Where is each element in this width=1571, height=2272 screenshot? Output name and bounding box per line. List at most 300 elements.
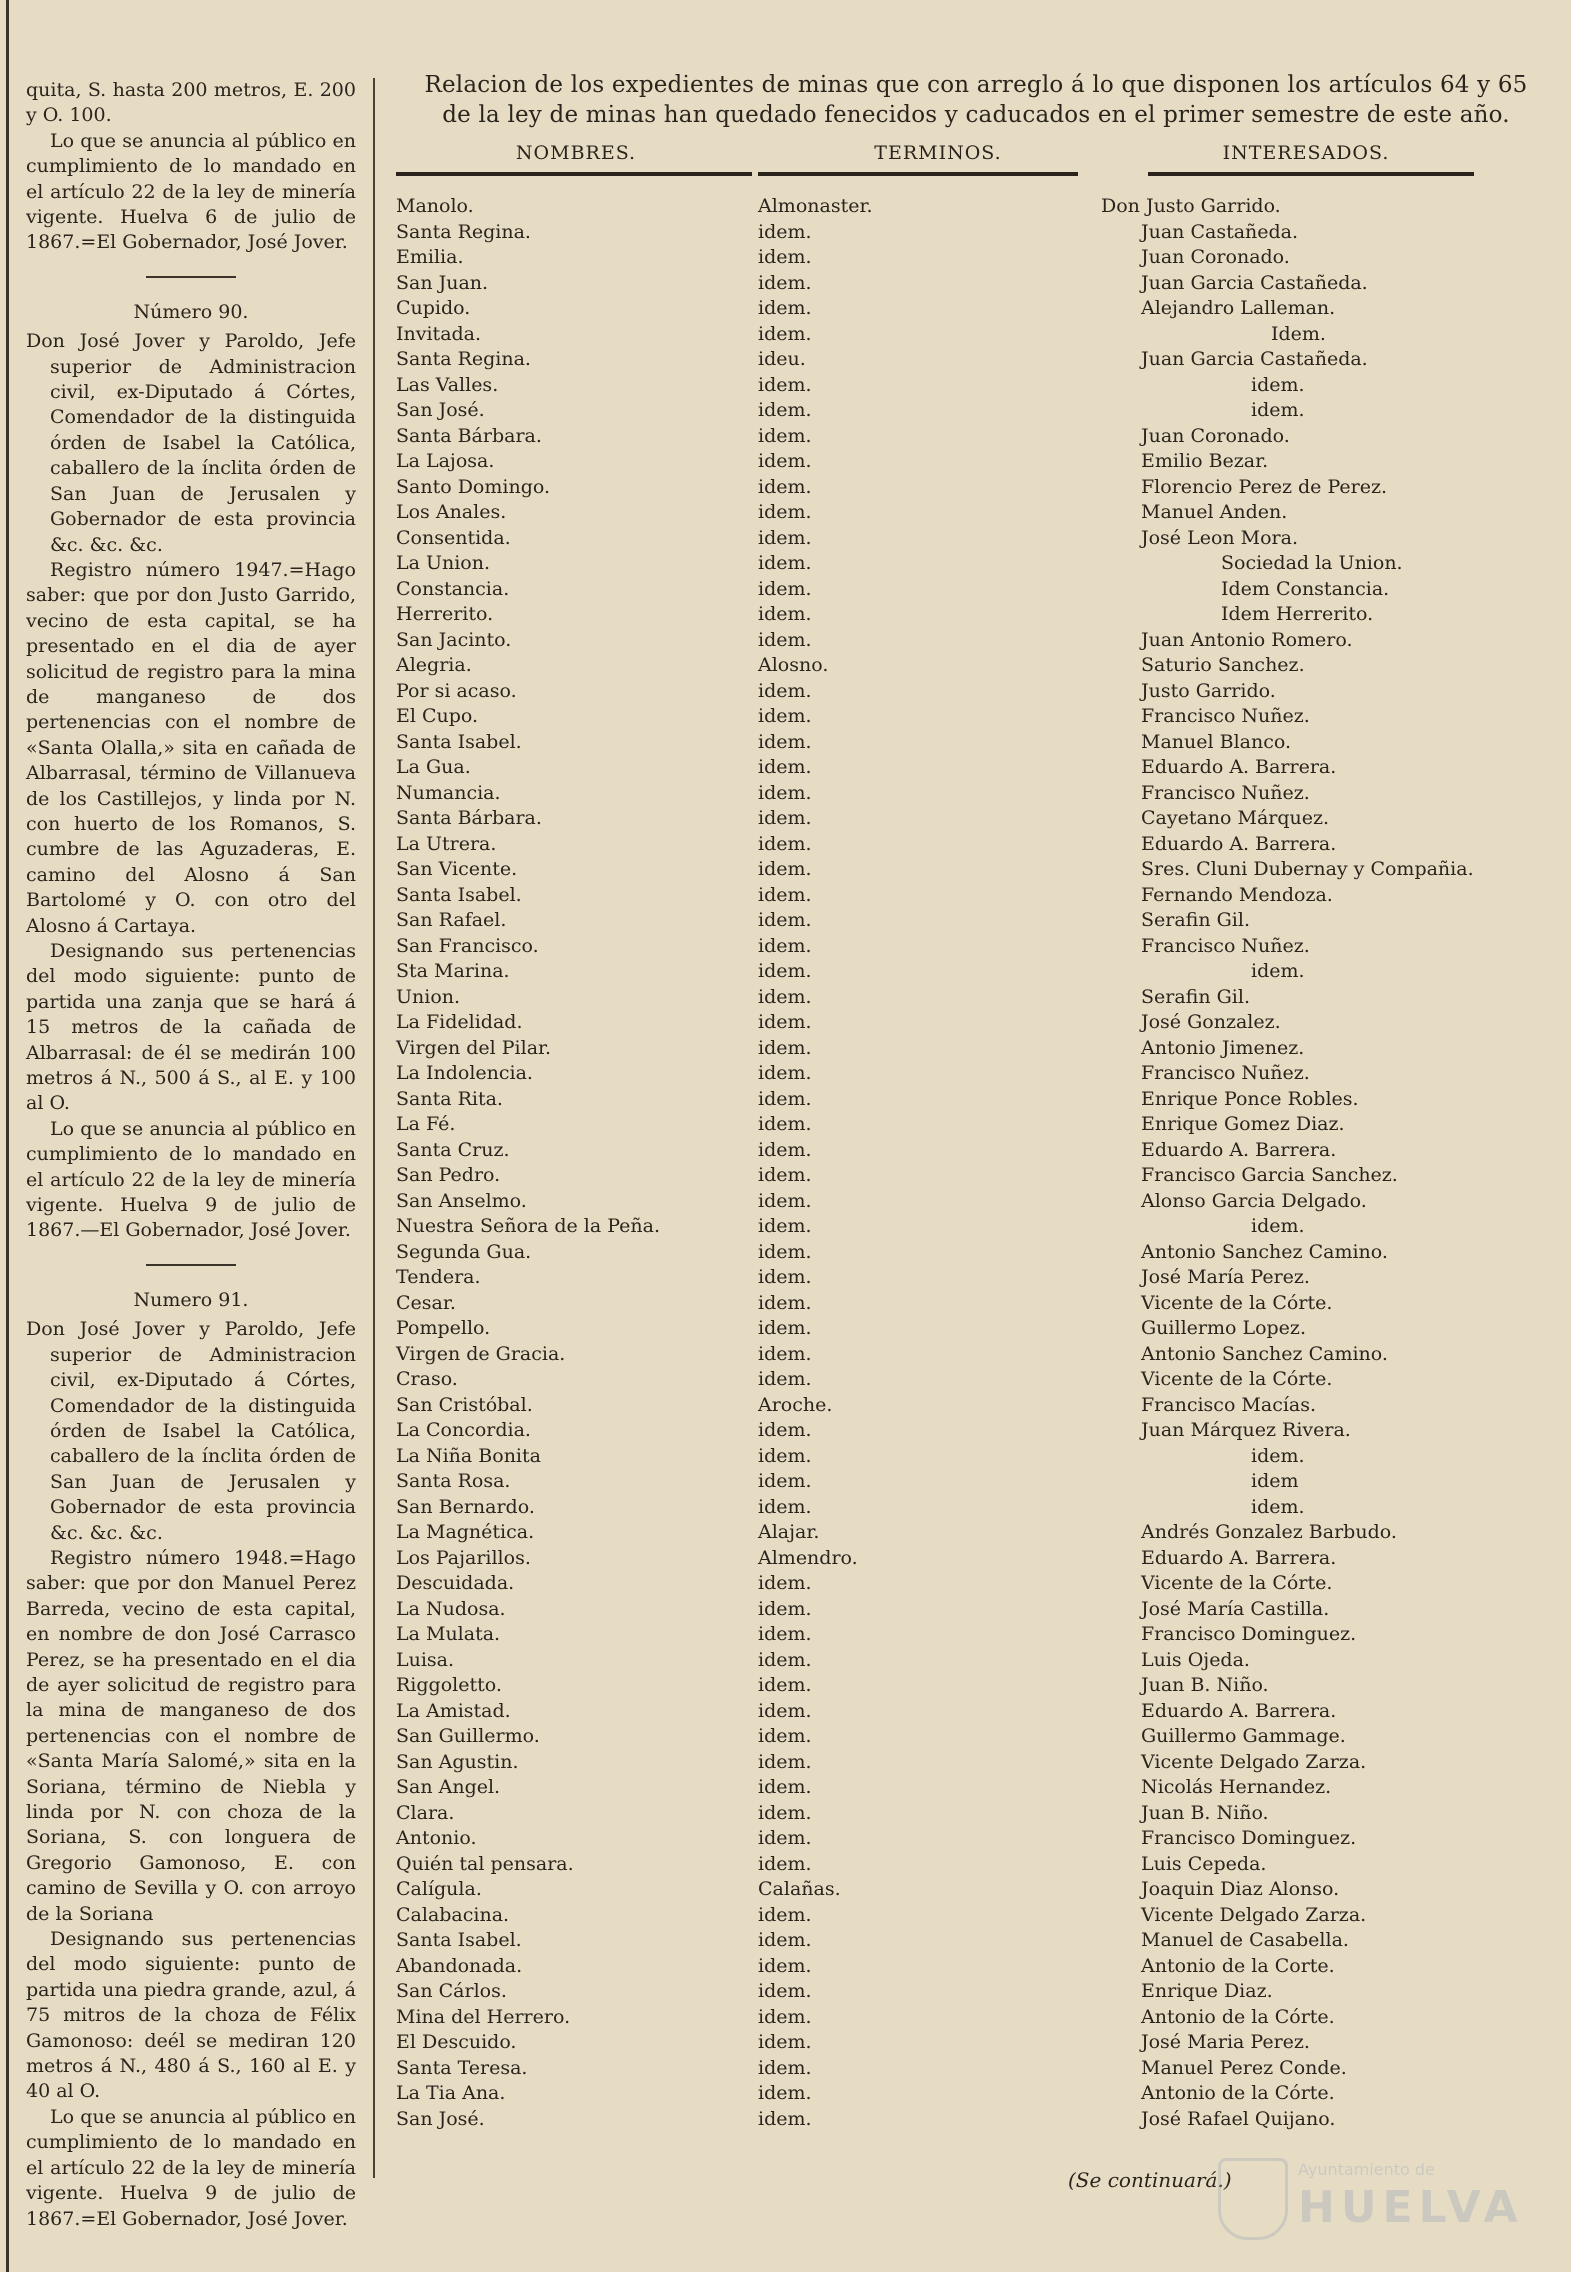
table-row xyxy=(396,1010,1556,1036)
mine-name: La Concordia. xyxy=(396,1419,531,1441)
mine-term: idem. xyxy=(758,781,812,804)
mine-term: idem. xyxy=(758,1164,812,1186)
mine-term: idem. xyxy=(758,2107,812,2130)
mine-name: Constancia. xyxy=(396,577,510,600)
mine-interested: Fernando Mendoza. xyxy=(1141,883,1333,906)
mine-interested: Manuel Blanco. xyxy=(1141,730,1292,753)
table-row xyxy=(396,1087,1556,1113)
mine-name: Tendera. xyxy=(396,1266,481,1288)
table-row xyxy=(396,704,1556,730)
mine-interested: Francisco Nuñez. xyxy=(1141,934,1310,957)
mine-term: idem. xyxy=(758,450,812,472)
mine-term: idem. xyxy=(758,679,812,702)
table-row xyxy=(396,1724,1556,1750)
mine-term: idem. xyxy=(758,858,812,880)
left-column xyxy=(26,78,356,2232)
mine-name: San Rafael. xyxy=(396,909,507,931)
mine-term: Almonaster. xyxy=(758,195,873,217)
mine-term: idem. xyxy=(758,1572,812,1594)
announcement-2: Lo que se anuncia al público en cumplimiento de lo mandado en el artículo 22 de la ley de minería vigente. Huelva 9 de julio de 1867.—El Gobernador, José Jover. xyxy=(26,1117,356,1242)
mine-term: idem. xyxy=(758,730,812,753)
mine-term: idem. xyxy=(758,1954,812,1977)
mine-interested: Francisco Garcia Sanchez. xyxy=(1141,1164,1398,1186)
mine-interested: idem. xyxy=(1251,1495,1305,1518)
mine-name: San Cárlos. xyxy=(396,1980,507,2002)
mine-interested: Serafin Gil. xyxy=(1141,909,1250,931)
mine-name: Union. xyxy=(396,985,461,1008)
mine-term: idem. xyxy=(758,1827,812,1849)
table-row xyxy=(396,602,1556,628)
mine-name: Santa Bárbara. xyxy=(396,807,542,829)
table-row xyxy=(396,1189,1556,1215)
mine-interested: Manuel Anden. xyxy=(1141,501,1288,523)
mine-interested: Luis Ojeda. xyxy=(1141,1648,1250,1671)
mine-term: idem. xyxy=(758,1597,812,1620)
mine-term: idem. xyxy=(758,577,812,600)
mine-term: idem. xyxy=(758,1342,812,1365)
table-row xyxy=(396,1112,1556,1138)
table-row xyxy=(396,1342,1556,1368)
mine-term: idem. xyxy=(758,424,812,447)
table-row xyxy=(396,2030,1556,2056)
mine-term: idem. xyxy=(758,1699,812,1722)
table-row xyxy=(396,1979,1556,2005)
mine-interested: Cayetano Márquez. xyxy=(1141,807,1330,829)
mine-term: idem. xyxy=(758,1368,812,1390)
table-row xyxy=(396,475,1556,501)
designando-2: Designando sus pertenencias del modo siguiente: punto de partida una piedra grande, azul, á 75 mitros de la choza de Félix Gamonoso: deél se mediran 120 metros á N., 480 á S., 160 al E. y 40 al O. xyxy=(26,1928,356,2103)
mine-term: idem. xyxy=(758,399,812,421)
mine-term: idem. xyxy=(758,1648,812,1671)
mine-interested: José Maria Perez. xyxy=(1141,2031,1310,2053)
mine-term: idem. xyxy=(758,603,812,625)
table-row xyxy=(396,1291,1556,1317)
table-row xyxy=(396,1444,1556,1470)
mine-name: Segunda Gua. xyxy=(396,1240,532,1263)
table-row xyxy=(396,424,1556,450)
mine-term: idem. xyxy=(758,883,812,906)
mine-term: idem. xyxy=(758,1113,812,1135)
mine-name: Las Valles. xyxy=(396,373,499,396)
mine-name: Pompello. xyxy=(396,1317,491,1339)
table-row xyxy=(396,1801,1556,1827)
table-row xyxy=(396,1418,1556,1444)
mine-interested: Idem. xyxy=(1271,322,1326,345)
mine-term: Calañas. xyxy=(758,1878,841,1900)
table-row xyxy=(396,577,1556,603)
mine-interested: Justo Garrido. xyxy=(1141,679,1276,702)
table-row xyxy=(396,1826,1556,1852)
table-row xyxy=(396,1852,1556,1878)
mine-interested: Juan Castañeda. xyxy=(1141,220,1299,243)
watermark-small-text: Ayuntamiento de xyxy=(1298,2160,1435,2179)
mine-name: La Lajosa. xyxy=(396,450,495,472)
mine-term: idem. xyxy=(758,220,812,243)
table-row xyxy=(396,1699,1556,1725)
header-terminos: TERMINOS. xyxy=(874,142,1002,164)
mine-name: San Cristóbal. xyxy=(396,1393,533,1416)
mine-interested: idem. xyxy=(1251,1444,1305,1467)
mine-term: idem. xyxy=(758,985,812,1008)
table-row xyxy=(396,628,1556,654)
separator xyxy=(146,276,236,278)
table-row xyxy=(396,1036,1556,1062)
mine-name: Mina del Herrero. xyxy=(396,2005,571,2028)
mine-name: Santa Isabel. xyxy=(396,883,522,906)
table-row xyxy=(396,449,1556,475)
table-row xyxy=(396,245,1556,271)
page-edge-rule xyxy=(6,0,9,2272)
mine-interested: Idem Herrerito. xyxy=(1221,603,1374,625)
mine-name: La Tia Ana. xyxy=(396,2082,506,2104)
mine-interested: Vicente de la Córte. xyxy=(1141,1368,1333,1390)
mine-name: Santa Regina. xyxy=(396,220,531,243)
mine-term: idem. xyxy=(758,1929,812,1951)
table-row xyxy=(396,1648,1556,1674)
mine-term: idem. xyxy=(758,373,812,396)
table-row xyxy=(396,934,1556,960)
mine-interested: Francisco Nuñez. xyxy=(1141,705,1310,727)
mine-name: Calabacina. xyxy=(396,1903,510,1926)
mine-interested: Juan Coronado. xyxy=(1141,424,1290,447)
mine-name: La Gua. xyxy=(396,756,471,778)
mine-name: San Bernardo. xyxy=(396,1495,535,1518)
mine-interested: Antonio Sanchez Camino. xyxy=(1141,1240,1388,1263)
mine-term: idem. xyxy=(758,1138,812,1161)
mine-term: idem. xyxy=(758,628,812,651)
mine-name: Nuestra Señora de la Peña. xyxy=(396,1215,660,1237)
mine-interested: Saturio Sanchez. xyxy=(1141,654,1305,676)
table-row xyxy=(396,959,1556,985)
mine-name: San Pedro. xyxy=(396,1164,501,1186)
mine-interested: Vicente Delgado Zarza. xyxy=(1141,1903,1367,1926)
mine-name: San José. xyxy=(396,2107,485,2130)
table-row xyxy=(396,1469,1556,1495)
mine-name: Santa Rosa. xyxy=(396,1470,511,1492)
mine-name: San Jacinto. xyxy=(396,628,512,651)
mine-term: idem. xyxy=(758,1750,812,1773)
mine-interested: Florencio Perez de Perez. xyxy=(1141,475,1388,498)
mine-interested: Enrique Ponce Robles. xyxy=(1141,1087,1359,1110)
mine-term: idem. xyxy=(758,2005,812,2028)
mine-name: Los Pajarillos. xyxy=(396,1546,531,1569)
mine-name: La Fidelidad. xyxy=(396,1011,523,1033)
mines-list-section xyxy=(396,70,1556,2132)
mine-term: Aroche. xyxy=(758,1393,833,1416)
mine-term: idem. xyxy=(758,807,812,829)
header-rule-nombres xyxy=(396,172,752,176)
mine-name: Santa Teresa. xyxy=(396,2056,528,2079)
mine-interested: José María Perez. xyxy=(1141,1266,1310,1288)
mine-interested: Vicente de la Córte. xyxy=(1141,1291,1333,1314)
mine-interested: Antonio Jimenez. xyxy=(1141,1036,1305,1059)
list-title-line-2: de la ley de minas han quedado fenecidos y caducados en el primer semestre de este año. xyxy=(442,102,1510,128)
mine-term: idem. xyxy=(758,246,812,268)
table-row xyxy=(396,1622,1556,1648)
table-row xyxy=(396,1163,1556,1189)
header-rule-terminos xyxy=(758,172,1078,176)
mine-term: idem. xyxy=(758,1036,812,1059)
mine-name: Cupido. xyxy=(396,297,471,319)
mine-term: idem. xyxy=(758,526,812,549)
header-nombres: NOMBRES. xyxy=(515,142,637,164)
mine-name: Santo Domingo. xyxy=(396,475,551,498)
mine-interested: Antonio de la Corte. xyxy=(1141,1954,1335,1977)
table-row xyxy=(396,1928,1556,1954)
watermark-big-text: HUELVA xyxy=(1298,2182,1524,2233)
mine-name: Riggoletto. xyxy=(396,1674,502,1696)
table-row xyxy=(396,398,1556,424)
table-row xyxy=(396,1214,1556,1240)
table-row xyxy=(396,832,1556,858)
table-row xyxy=(396,1367,1556,1393)
intro-text: quita, S. hasta 200 metros, E. 200 y O. 100. xyxy=(26,79,356,127)
mine-interested: Guillermo Lopez. xyxy=(1141,1317,1306,1339)
table-row xyxy=(396,1954,1556,1980)
mine-term: idem. xyxy=(758,297,812,319)
mine-interested: Eduardo A. Barrera. xyxy=(1141,1138,1337,1161)
mine-name: San Francisco. xyxy=(396,934,539,957)
mine-interested: José María Castilla. xyxy=(1141,1597,1330,1620)
official-title-91: Don José Jover y Paroldo, Jefe superior de Administracion civil, ex-Diputado á Córtes, Comendador de la distinguida órden de Isabel la Católica, caballero de la ínclita órden de San Juan de Jerusalen y Gobernador de esta provincia &c. &c. &c. xyxy=(26,1318,356,1544)
mine-interested: Manuel de Casabella. xyxy=(1141,1929,1349,1951)
mine-name: San José. xyxy=(396,399,485,421)
mine-interested: Juan B. Niño. xyxy=(1141,1801,1269,1824)
continuation-note: (Se continuará.) xyxy=(1068,2168,1232,2192)
official-title-90: Don José Jover y Paroldo, Jefe superior de Administracion civil, ex-Diputado á Córtes, Comendador de la distinguida órden de Isabel la Católica, caballero de la ínclita órden de San Juan de Jerusalen y Gobernador de esta provincia &c. &c. &c. xyxy=(26,330,356,556)
mine-term: idem. xyxy=(758,1062,812,1084)
mine-interested: José Gonzalez. xyxy=(1141,1011,1281,1033)
table-row xyxy=(396,1775,1556,1801)
mine-term: idem. xyxy=(758,1903,812,1926)
table-row xyxy=(396,730,1556,756)
mine-interested: Luis Cepeda. xyxy=(1141,1852,1267,1875)
mine-name: Numancia. xyxy=(396,781,501,804)
mine-term: idem. xyxy=(758,934,812,957)
table-row xyxy=(396,1546,1556,1572)
mine-name: Santa Cruz. xyxy=(396,1138,510,1161)
mine-interested: Don Justo Garrido. xyxy=(1101,195,1281,217)
mine-term: idem. xyxy=(758,1674,812,1696)
column-divider xyxy=(373,78,375,2178)
mine-interested: Juan Garcia Castañeda. xyxy=(1141,271,1368,294)
mine-interested: Alejandro Lalleman. xyxy=(1141,297,1336,319)
mine-name: Emilia. xyxy=(396,246,464,268)
mine-term: idem. xyxy=(758,501,812,523)
mine-name: San Agustin. xyxy=(396,1750,519,1773)
mine-name: Virgen de Gracia. xyxy=(396,1342,566,1365)
table-row xyxy=(396,2056,1556,2082)
mine-term: idem. xyxy=(758,756,812,778)
mine-term: idem. xyxy=(758,1189,812,1212)
mine-name: La Indolencia. xyxy=(396,1062,533,1084)
mine-name: Santa Isabel. xyxy=(396,730,522,753)
mine-interested: Antonio de la Córte. xyxy=(1141,2082,1335,2104)
heading-number-90: Número 90. xyxy=(133,300,249,323)
mine-term: Alajar. xyxy=(758,1521,820,1543)
table-row xyxy=(396,1520,1556,1546)
mine-term: idem. xyxy=(758,1087,812,1110)
mine-name: Craso. xyxy=(396,1368,458,1390)
mine-interested: Eduardo A. Barrera. xyxy=(1141,1699,1337,1722)
table-row xyxy=(396,755,1556,781)
mine-term: idem. xyxy=(758,960,812,982)
mine-term: idem. xyxy=(758,2056,812,2079)
table-row xyxy=(396,1316,1556,1342)
mine-term: Alosno. xyxy=(758,654,829,676)
mine-name: La Fé. xyxy=(396,1113,456,1135)
table-row xyxy=(396,1138,1556,1164)
mine-term: idem. xyxy=(758,1725,812,1747)
heading-number-91: Numero 91. xyxy=(133,1288,249,1311)
table-row xyxy=(396,1673,1556,1699)
mine-term: ideu. xyxy=(758,348,806,370)
mine-interested: idem xyxy=(1251,1470,1299,1492)
mine-name: La Nudosa. xyxy=(396,1597,506,1620)
mine-term: idem. xyxy=(758,322,812,345)
shield-icon xyxy=(1218,2158,1288,2240)
mine-name: La Amistad. xyxy=(396,1699,511,1722)
mine-interested: José Leon Mora. xyxy=(1141,526,1299,549)
mine-term: idem. xyxy=(758,1291,812,1314)
mine-interested: Eduardo A. Barrera. xyxy=(1141,756,1337,778)
mine-name: Invitada. xyxy=(396,322,482,345)
mine-name: San Juan. xyxy=(396,271,489,294)
table-row xyxy=(396,1750,1556,1776)
mine-term: idem. xyxy=(758,832,812,855)
mine-name: Herrerito. xyxy=(396,603,494,625)
mine-interested: Alonso Garcia Delgado. xyxy=(1141,1189,1367,1212)
list-title-line-1: Relacion de los expedientes de minas que con arreglo á lo que disponen los artículos 64 y 65 xyxy=(424,72,1528,98)
mine-interested: Eduardo A. Barrera. xyxy=(1141,1546,1337,1569)
table-row xyxy=(396,347,1556,373)
header-rule-interesados xyxy=(1148,172,1474,176)
mine-term: idem. xyxy=(758,1444,812,1467)
mine-interested: Juan Márquez Rivera. xyxy=(1141,1419,1351,1441)
mine-name: Santa Bárbara. xyxy=(396,424,542,447)
table-row xyxy=(396,1265,1556,1291)
table-header xyxy=(396,142,1556,194)
mine-term: Almendro. xyxy=(758,1546,858,1569)
mine-name: Alegria. xyxy=(396,654,472,676)
mine-name: Santa Regina. xyxy=(396,348,531,370)
mine-name: La Mulata. xyxy=(396,1623,501,1645)
mine-name: El Descuido. xyxy=(396,2031,517,2053)
mine-interested: Enrique Gomez Diaz. xyxy=(1141,1113,1345,1135)
mine-interested: Emilio Bezar. xyxy=(1141,450,1269,472)
mine-interested: Antonio de la Córte. xyxy=(1141,2005,1335,2028)
mine-interested: Antonio Sanchez Camino. xyxy=(1141,1342,1388,1365)
mine-term: idem. xyxy=(758,475,812,498)
mine-interested: Joaquin Diaz Alonso. xyxy=(1141,1878,1340,1900)
table-row xyxy=(396,551,1556,577)
mine-interested: Francisco Macías. xyxy=(1141,1393,1317,1416)
table-row xyxy=(396,653,1556,679)
mine-interested: Juan Coronado. xyxy=(1141,246,1290,268)
table-row xyxy=(396,296,1556,322)
mine-interested: idem. xyxy=(1251,399,1305,421)
mine-interested: Enrique Diaz. xyxy=(1141,1980,1273,2002)
table-row xyxy=(396,220,1556,246)
mine-name: San Vicente. xyxy=(396,858,518,880)
mine-interested: Francisco Dominguez. xyxy=(1141,1623,1357,1645)
mine-term: idem. xyxy=(758,552,812,574)
mine-term: idem. xyxy=(758,1623,812,1645)
mine-name: La Utrera. xyxy=(396,832,497,855)
table-row xyxy=(396,2107,1556,2133)
mine-term: idem. xyxy=(758,1266,812,1288)
table-row xyxy=(396,1393,1556,1419)
mine-interested: Juan Antonio Romero. xyxy=(1141,628,1353,651)
mine-name: Calígula. xyxy=(396,1878,482,1900)
table-row xyxy=(396,194,1556,220)
mine-name: Sta Marina. xyxy=(396,960,510,982)
table-row xyxy=(396,1495,1556,1521)
mine-name: Antonio. xyxy=(396,1827,477,1849)
mine-name: Luisa. xyxy=(396,1648,455,1671)
mine-name: Consentida. xyxy=(396,526,511,549)
mine-name: La Magnética. xyxy=(396,1521,535,1543)
mine-term: idem. xyxy=(758,1215,812,1237)
mine-interested: Juan Garcia Castañeda. xyxy=(1141,348,1368,370)
mine-name: Virgen del Pilar. xyxy=(396,1036,552,1059)
mine-term: idem. xyxy=(758,1419,812,1441)
mine-interested: Manuel Perez Conde. xyxy=(1141,2056,1347,2079)
table-row xyxy=(396,985,1556,1011)
mine-interested: Serafin Gil. xyxy=(1141,985,1250,1008)
table-row xyxy=(396,271,1556,297)
table-body xyxy=(396,194,1556,2132)
mine-name: Abandonada. xyxy=(396,1954,523,1977)
table-row xyxy=(396,781,1556,807)
mine-term: idem. xyxy=(758,705,812,727)
mine-name: San Anselmo. xyxy=(396,1189,527,1212)
mine-name: Quién tal pensara. xyxy=(396,1852,574,1875)
mine-name: Descuidada. xyxy=(396,1572,515,1594)
table-row xyxy=(396,1597,1556,1623)
mine-name: San Angel. xyxy=(396,1776,501,1798)
mine-interested: Vicente de la Córte. xyxy=(1141,1572,1333,1594)
mine-term: idem. xyxy=(758,1011,812,1033)
mine-interested: Francisco Nuñez. xyxy=(1141,1062,1310,1084)
mine-name: San Guillermo. xyxy=(396,1725,540,1747)
mine-term: idem. xyxy=(758,1317,812,1339)
announcement-1: Lo que se anuncia al público en cumplimiento de lo mandado en el artículo 22 de la ley de minería vigente. Huelva 6 de julio de 1867.=El Gobernador, José Jover. xyxy=(26,129,356,254)
mine-term: idem. xyxy=(758,1470,812,1492)
table-row xyxy=(396,679,1556,705)
mine-interested: Juan B. Niño. xyxy=(1141,1674,1269,1696)
header-interesados: INTERESADOS. xyxy=(1222,142,1390,164)
table-row xyxy=(396,806,1556,832)
mine-name: Santa Isabel. xyxy=(396,1929,522,1951)
mine-term: idem. xyxy=(758,271,812,294)
table-row xyxy=(396,857,1556,883)
separator xyxy=(146,1264,236,1266)
mine-term: idem. xyxy=(758,2082,812,2104)
mine-name: La Niña Bonita xyxy=(396,1444,541,1467)
mine-interested: idem. xyxy=(1251,373,1305,396)
mine-interested: Andrés Gonzalez Barbudo. xyxy=(1141,1521,1397,1543)
table-row xyxy=(396,322,1556,348)
mine-name: Manolo. xyxy=(396,195,474,217)
mine-name: Por si acaso. xyxy=(396,679,517,702)
mine-term: idem. xyxy=(758,1240,812,1263)
table-row xyxy=(396,883,1556,909)
mine-interested: idem. xyxy=(1251,960,1305,982)
mine-interested: Eduardo A. Barrera. xyxy=(1141,832,1337,855)
table-row xyxy=(396,1571,1556,1597)
table-row xyxy=(396,1061,1556,1087)
